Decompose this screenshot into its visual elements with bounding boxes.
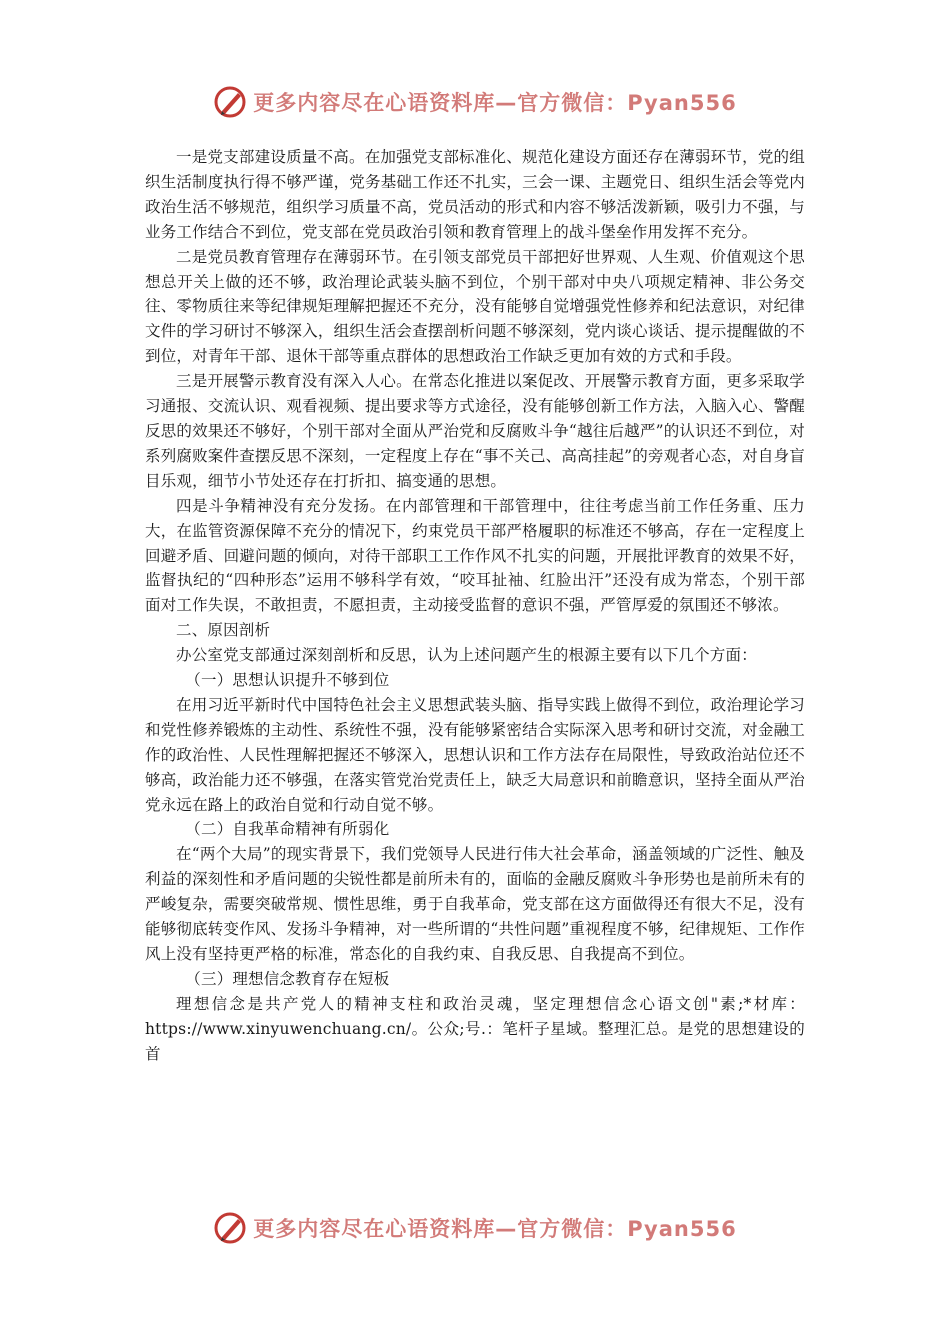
document-body: [145, 145, 805, 1067]
pen-logo-icon: [213, 85, 247, 119]
paragraph: 四是斗争精神没有充分发扬。在内部管理和干部管理中，往往考虑当前工作任务重、压力大，在监管资源保障不充分的情况下，约束党员干部严格履职的标准还不够高，存在一定程度上回避矛盾、回避问题的倾向，对待干部职工工作作风不扎实的问题，开展批评教育的效果不好，监督执纪的“四种形态”运用不够科学有效，“咬耳扯袖、红脸出汗”还没有成为常态，个别干部面对工作失误，不敢担责，不愿担责，主动接受监督的意识不强，严管厚爱的氛围还不够浓。: [145, 496, 805, 615]
pen-logo-icon: [213, 1211, 247, 1245]
paragraph: 理想信念是共产党人的精神支柱和政治灵魂，坚定理想信念心语文创"素;*材库：https://www.xinyuwenchuang.cn/。公众;号.：笔杆子星域。整理汇总。是党的思想建设的首: [145, 994, 805, 1063]
header-banner-text: 更多内容尽在心语资料库—官方微信：Pyan556: [253, 91, 737, 115]
subsection-heading: （三）理想信念教育存在短板: [185, 969, 390, 988]
paragraph: 一是党支部建设质量不高。在加强党支部标准化、规范化建设方面还存在薄弱环节，党的组织生活制度执行得不够严谨，党务基础工作还不扎实，三会一课、主题党日、组织生活会等党内政治生活不够规范，组织学习质量不高，党员活动的形式和内容不够活泼新颖，吸引力不强，与业务工作结合不到位，党支部在党员政治引领和教育管理上的战斗堡垒作用发挥不充分。: [145, 148, 805, 241]
subsection-heading: （二）自我革命精神有所弱化: [185, 820, 390, 839]
paragraph: 二是党员教育管理存在薄弱环节。在引领支部党员干部把好世界观、人生观、价值观这个思想总开关上做的还不够，政治理论武装头脑不到位，个别干部对中央八项规定精神、非公务交往、零物质往来等纪律规矩理解把握还不充分，没有能够自觉增强党性修养和纪法意识，对纪律文件的学习研讨不够深入，组织生活会查摆剖析问题不够深刻，党内谈心谈话、提示提醒做的不到位，对青年干部、退休干部等重点群体的思想政治工作缺乏更加有效的方式和手段。: [145, 247, 805, 366]
section-heading: 二、原因剖析: [176, 621, 271, 640]
footer-banner: [0, 1208, 950, 1248]
header-banner: [0, 82, 950, 122]
paragraph: 在用习近平新时代中国特色社会主义思想武装头脑、指导实践上做得不到位，政治理论学习和党性修养锻炼的主动性、系统性不强，没有能够紧密结合实际深入思考和研讨交流，对金融工作的政治性、人民性理解把握还不够深入，思想认识和工作方法存在局限性，导致政治站位还不够高，政治能力还不够强，在落实管党治党责任上，缺乏大局意识和前瞻意识，坚持全面从严治党永远在路上的政治自觉和行动自觉不够。: [145, 695, 805, 814]
footer-banner-text: 更多内容尽在心语资料库—官方微信：Pyan556: [253, 1217, 737, 1241]
subsection-heading: （一）思想认识提升不够到位: [185, 671, 390, 690]
paragraph: 三是开展警示教育没有深入人心。在常态化推进以案促改、开展警示教育方面，更多采取学习通报、交流认识、观看视频、提出要求等方式途径，没有能够创新工作方法，入脑入心、警醒反思的效果还不够好，个别干部对全面从严治党和反腐败斗争“越往后越严”的认识还不到位，对系列腐败案件查摆反思不深刻，一定程度上存在“事不关己、高高挂起”的旁观者心态，对自身盲目乐观，细节小节处还存在打折扣、搞变通的思想。: [145, 372, 805, 490]
paragraph: 在“两个大局”的现实背景下，我们党领导人民进行伟大社会革命，涵盖领域的广泛性、触及利益的深刻性和矛盾问题的尖锐性都是前所未有的，面临的金融反腐败斗争形势也是前所未有的严峻复杂，需要突破常规、惯性思维，勇于自我革命，党支部在这方面做得还有很大不足，没有能够彻底转变作风、发扬斗争精神，对一些所谓的“共性问题”重视程度不够，纪律规矩、工作作风上没有坚持更严格的标准，常态化的自我约束、自我反思、自我提高不到位。: [145, 845, 805, 963]
paragraph: 办公室党支部通过深刻剖析和反思，认为上述问题产生的根源主要有以下几个方面：: [176, 646, 757, 665]
